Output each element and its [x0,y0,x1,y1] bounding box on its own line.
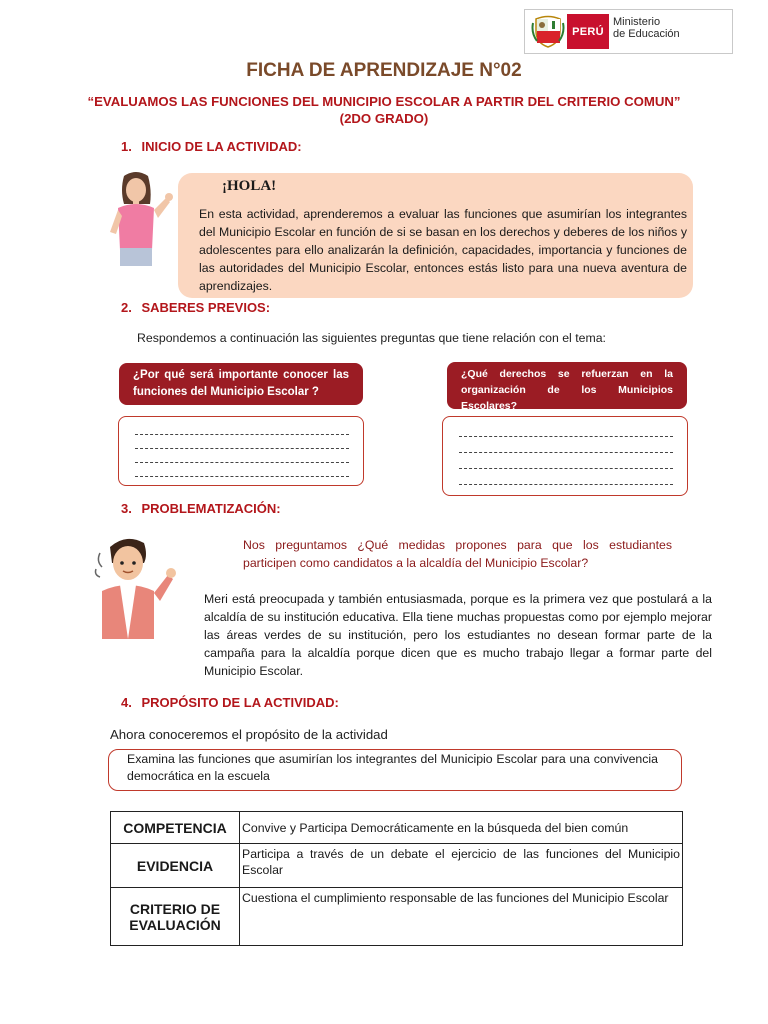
purpose-intro: Ahora conoceremos el propósito de la actividad [110,727,388,742]
boy-thinking-illustration [88,533,180,639]
section-1-number: 1. [121,139,132,154]
table-row [111,812,683,844]
ministry-name [613,16,680,40]
row-header: COMPETENCIA [111,812,240,844]
peru-label: PERÚ [567,14,609,49]
answer-line [459,452,673,453]
section-2-title: SABERES PREVIOS: [141,300,271,315]
table-row [111,888,683,946]
answer-line [135,462,349,463]
section-1-heading [121,139,302,154]
page-subtitle [60,93,708,127]
answer-line [135,476,349,477]
problem-question: Nos preguntamos ¿Qué medidas propones para que los estudiantes participen como candidatos a la alcaldía del Municipio Escolar? [243,538,672,570]
section-4-number: 4. [121,695,132,710]
answer-line [135,434,349,435]
section-2-heading [121,300,270,315]
row-content: Participa a través de un debate el ejercicio de las funciones del Municipio Escolar [240,844,683,888]
competency-table [110,811,683,946]
section-3-heading [121,501,281,516]
answer-line [459,436,673,437]
question-2: ¿Qué derechos se refuerzan en la organización de los Municipios Escolares? [447,362,687,409]
section-2-number: 2. [121,300,132,315]
question-1: ¿Por qué será importante conocer las funciones del Municipio Escolar ? [119,363,363,405]
ministry-logo [524,9,733,54]
section-4-title: PROPÓSITO DE LA ACTIVIDAD: [141,695,339,710]
answer-box-1[interactable] [118,416,364,486]
table-row [111,844,683,888]
purpose-text: Examina las funciones que asumirían los integrantes del Municipio Escolar para una convivencia democrática en la escuela [127,752,658,783]
row-content: Convive y Participa Democráticamente en la búsqueda del bien común [240,812,683,844]
peru-coat-of-arms-icon [531,13,565,49]
ministry-line-2: de Educación [613,28,680,40]
answer-line [459,468,673,469]
page-title: FICHA DE APRENDIZAJE N°02 [246,60,522,81]
ministry-line-1: Ministerio [613,16,661,28]
girl-waving-illustration [104,170,176,268]
section-1-title: INICIO DE LA ACTIVIDAD: [141,139,302,154]
section-3-number: 3. [121,501,132,516]
answer-line [135,448,349,449]
hola-title: ¡HOLA! [222,178,277,194]
subtitle-line-1: “EVALUAMOS LAS FUNCIONES DEL MUNICIPIO ESCOLAR A PARTIR DEL CRITERIO COMUN” [87,94,681,109]
section-4-heading [121,695,339,710]
section-3-title: PROBLEMATIZACIÓN: [141,501,281,516]
row-header: CRITERIO DE EVALUACIÓN [111,888,240,946]
hola-text: En esta actividad, aprenderemos a evaluar las funciones que asumirían los integrantes del Municipio Escolar en función de si se basan en los derechos y deberes de los niños y adolescentes para ello analizarán la definición, capacidades, importancia y funciones de las autoridades del Municipio Escolar, entonces estás listo para una nueva aventura de aprendizajes. [199,207,687,293]
saberes-intro: Respondemos a continuación las siguientes preguntas que tiene relación con el tema: [137,331,606,345]
answer-line [459,484,673,485]
problem-story: Meri está preocupada y también entusiasmada, porque es la primera vez que postulará a la alcaldía de su institución educativa. Ella tiene muchas propuestas como por ejemplo mejorar las áreas verdes de su institución, pero los estudiantes no desean formar parte de la campaña para la alcaldía porque dicen que es mucho trabajo llegar a formar parte del Municipio Escolar. [204,592,712,678]
answer-box-2[interactable] [442,416,688,496]
subtitle-grade: (2DO GRADO) [339,111,429,126]
row-content: Cuestiona el cumplimiento responsable de las funciones del Municipio Escolar [240,888,683,946]
row-header: EVIDENCIA [111,844,240,888]
